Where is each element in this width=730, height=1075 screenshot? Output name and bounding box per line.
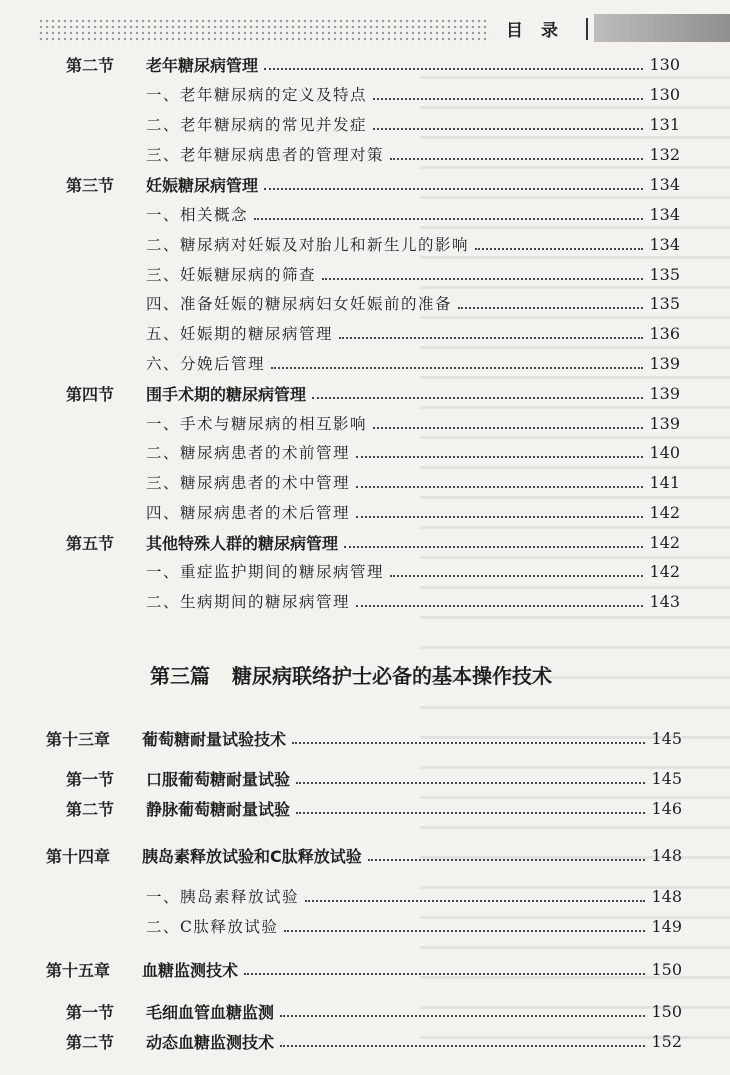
toc-entry-page: 149 — [651, 916, 682, 936]
toc-entry-label — [146, 501, 350, 523]
toc-entry-label — [146, 560, 384, 582]
toc-entry-label — [146, 292, 452, 314]
toc-entry-title: 一、相关概念 — [146, 206, 249, 224]
toc-entry[interactable] — [146, 558, 680, 584]
toc-entry-title: 五、妊娠期的糖尿病管理 — [146, 325, 334, 343]
toc-entry-title: 一、胰岛素释放试验 — [146, 888, 300, 906]
dot-leader — [339, 337, 643, 339]
toc-entry-label — [46, 958, 238, 981]
toc-entry[interactable] — [46, 956, 682, 982]
dot-leader — [390, 158, 643, 160]
toc-entry-title: 一、手术与糖尿病的相互影响 — [146, 415, 368, 433]
dot-leader — [356, 486, 643, 488]
toc-entry-number: 第二节 — [66, 55, 115, 75]
toc-entry-page: 135 — [649, 293, 680, 313]
toc-entry-title: 一、重症监护期间的糖尿病管理 — [146, 563, 385, 581]
toc-entry[interactable] — [146, 469, 680, 495]
toc-entry-page: 139 — [649, 353, 680, 373]
toc-entry-title: 妊娠糖尿病管理 — [146, 175, 259, 195]
toc-entry-label — [66, 531, 338, 554]
toc-entry-page: 134 — [649, 234, 680, 254]
toc-entry[interactable] — [146, 320, 680, 346]
toc-entry-title: 六、分娩后管理 — [146, 355, 266, 373]
toc-entry-label — [146, 352, 265, 374]
toc-entry-page: 141 — [649, 472, 680, 492]
toc-entry[interactable] — [146, 439, 680, 465]
toc-entry-page: 148 — [651, 886, 682, 906]
toc-entry-title: 二、糖尿病患者的术前管理 — [146, 444, 351, 462]
toc-entry-title: 二、糖尿病对妊娠及对胎儿和新生儿的影响 — [146, 236, 470, 254]
toc-entry-number: 第二节 — [66, 1032, 115, 1052]
part-title: 糖尿病联络护士必备的基本操作技术 — [232, 664, 552, 688]
toc-entry[interactable] — [66, 529, 680, 555]
dot-leader — [373, 98, 643, 100]
toc-entry-page: 150 — [651, 1001, 682, 1021]
toc-entry-label — [146, 143, 384, 165]
dot-leader — [280, 1015, 645, 1017]
dot-leader — [368, 859, 646, 861]
toc-entry-page: 131 — [649, 114, 680, 134]
dot-leader — [296, 782, 645, 784]
dot-leader — [373, 427, 643, 429]
dot-leader — [264, 188, 643, 190]
toc-entry-label — [66, 53, 258, 76]
dot-leader — [322, 278, 643, 280]
toc-entry-title: 动态血糖监测技术 — [146, 1032, 275, 1052]
toc-entry-title: 毛细血管血糖监测 — [146, 1002, 275, 1022]
toc-entry-label — [66, 1000, 274, 1023]
toc-entry[interactable] — [66, 1028, 682, 1054]
dot-leader — [344, 546, 643, 548]
toc-entry[interactable] — [66, 380, 680, 406]
toc-entry[interactable] — [146, 588, 680, 614]
toc-entry-title: 二、C肽释放试验 — [146, 918, 279, 936]
toc-entry-label — [66, 797, 290, 820]
toc-entry-label — [66, 382, 306, 405]
dot-leader — [296, 812, 645, 814]
toc-entry[interactable] — [146, 261, 680, 287]
toc-entry[interactable] — [66, 51, 680, 77]
toc-entry-page: 146 — [651, 798, 682, 818]
dot-leader — [356, 516, 643, 518]
toc-entry[interactable] — [146, 883, 682, 909]
toc-entry-page: 150 — [651, 959, 682, 979]
toc-entry-title: 四、准备妊娠的糖尿病妇女妊娠前的准备 — [146, 295, 453, 313]
toc-entry-title: 口服葡萄糖耐量试验 — [146, 769, 291, 789]
toc-entry[interactable] — [46, 725, 682, 751]
dot-leader — [356, 456, 643, 458]
toc-entry-number: 第一节 — [66, 769, 115, 789]
dot-leader — [264, 68, 643, 70]
dot-leader — [390, 575, 643, 577]
toc-entry[interactable] — [146, 81, 680, 107]
toc-entry-label — [146, 322, 333, 344]
dot-leader — [458, 307, 643, 309]
toc-entry-title: 二、生病期间的糖尿病管理 — [146, 593, 351, 611]
toc-entry-label — [146, 113, 367, 135]
toc-entry-number: 第十四章 — [46, 846, 111, 866]
toc-entry-label — [66, 173, 258, 196]
toc-entry[interactable] — [146, 499, 680, 525]
dot-leader — [271, 367, 643, 369]
toc-entry-page: 145 — [651, 768, 682, 788]
toc-entry-page: 152 — [651, 1031, 682, 1051]
toc-entry-page: 130 — [649, 54, 680, 74]
dot-leader — [254, 218, 643, 220]
toc-entry-page: 145 — [651, 728, 682, 748]
toc-entry-page: 142 — [649, 561, 680, 581]
toc-entry[interactable] — [46, 842, 682, 868]
toc-entry-label — [146, 203, 248, 225]
dot-leader — [305, 900, 645, 902]
toc-entry-title: 四、糖尿病患者的术后管理 — [146, 504, 351, 522]
toc-entry-page: 135 — [649, 264, 680, 284]
toc-entry-title: 围手术期的糖尿病管理 — [146, 384, 307, 404]
toc-entry[interactable] — [146, 111, 680, 137]
toc-entry-label — [146, 263, 316, 285]
toc-entry-page: 140 — [649, 442, 680, 462]
toc-entry-title: 其他特殊人群的糖尿病管理 — [146, 533, 339, 553]
dot-leader — [373, 128, 643, 130]
toc-entry-title: 胰岛素释放试验和C肽释放试验 — [142, 846, 362, 866]
toc-entry[interactable] — [146, 231, 680, 257]
header-title: 目录 — [506, 21, 576, 41]
toc-entry[interactable] — [146, 350, 680, 376]
toc-entry-title: 三、糖尿病患者的术中管理 — [146, 474, 351, 492]
toc-entry-number: 第五节 — [66, 533, 115, 553]
toc-entry-label — [146, 233, 469, 255]
dot-leader — [475, 248, 643, 250]
toc-entry-title: 二、老年糖尿病的常见并发症 — [146, 116, 368, 134]
toc-entry-number: 第十五章 — [46, 960, 111, 980]
toc-entry-number: 第十三章 — [46, 729, 111, 749]
toc-entry[interactable] — [146, 913, 682, 939]
toc-entry-label — [146, 471, 350, 493]
toc-entry-title: 三、妊娠糖尿病的筛查 — [146, 266, 317, 284]
toc-entry-title: 葡萄糖耐量试验技术 — [142, 729, 287, 749]
toc-entry-page: 142 — [649, 502, 680, 522]
toc-entry[interactable] — [146, 290, 680, 316]
toc-entry-label — [66, 1030, 274, 1053]
toc-entry-number: 第四节 — [66, 384, 115, 404]
toc-entry-page: 142 — [649, 532, 680, 552]
toc-entry-label — [146, 915, 278, 937]
toc-entry-page: 134 — [649, 174, 680, 194]
toc-entry-page: 143 — [649, 591, 680, 611]
toc-entry-label — [46, 727, 286, 750]
toc-entry-label — [146, 885, 299, 907]
dot-leader — [244, 973, 645, 975]
toc-entry-title: 静脉葡萄糖耐量试验 — [146, 799, 291, 819]
dot-leader — [292, 742, 645, 744]
toc-entry-page: 139 — [649, 413, 680, 433]
toc-entry-title: 三、老年糖尿病患者的管理对策 — [146, 146, 385, 164]
toc-entry-number: 第二节 — [66, 799, 115, 819]
dot-leader — [284, 930, 645, 932]
toc-entry-title: 一、老年糖尿病的定义及特点 — [146, 86, 368, 104]
toc-entry[interactable] — [66, 795, 682, 821]
toc-entry-label — [66, 767, 290, 790]
toc-entry-number: 第一节 — [66, 1002, 115, 1022]
toc-entry-title: 老年糖尿病管理 — [146, 55, 259, 75]
toc-entry-number: 第三节 — [66, 175, 115, 195]
toc-entry[interactable] — [66, 765, 682, 791]
toc-entry[interactable] — [146, 410, 680, 436]
dot-leader — [312, 397, 643, 399]
part-number: 第三篇 — [150, 664, 210, 688]
toc-entry-page: 132 — [649, 144, 680, 164]
toc-entry[interactable] — [66, 171, 680, 197]
dot-leader — [356, 605, 643, 607]
toc-entry-page: 139 — [649, 383, 680, 403]
toc-entry-page: 136 — [649, 323, 680, 343]
toc-entry-label — [146, 412, 367, 434]
dot-leader — [280, 1045, 645, 1047]
toc-entry-page: 130 — [649, 84, 680, 104]
toc-entry-label — [146, 590, 350, 612]
toc-entry-page: 134 — [649, 204, 680, 224]
toc-entry-label — [46, 844, 362, 867]
toc-entry-label — [146, 83, 367, 105]
toc-entry[interactable] — [146, 141, 680, 167]
toc-entry-title: 血糖监测技术 — [142, 960, 239, 980]
toc-entry[interactable] — [66, 998, 682, 1024]
toc-entry[interactable] — [146, 201, 680, 227]
toc-entry-label — [146, 441, 350, 463]
part-heading — [150, 660, 552, 689]
toc-entry-page: 148 — [651, 845, 682, 865]
